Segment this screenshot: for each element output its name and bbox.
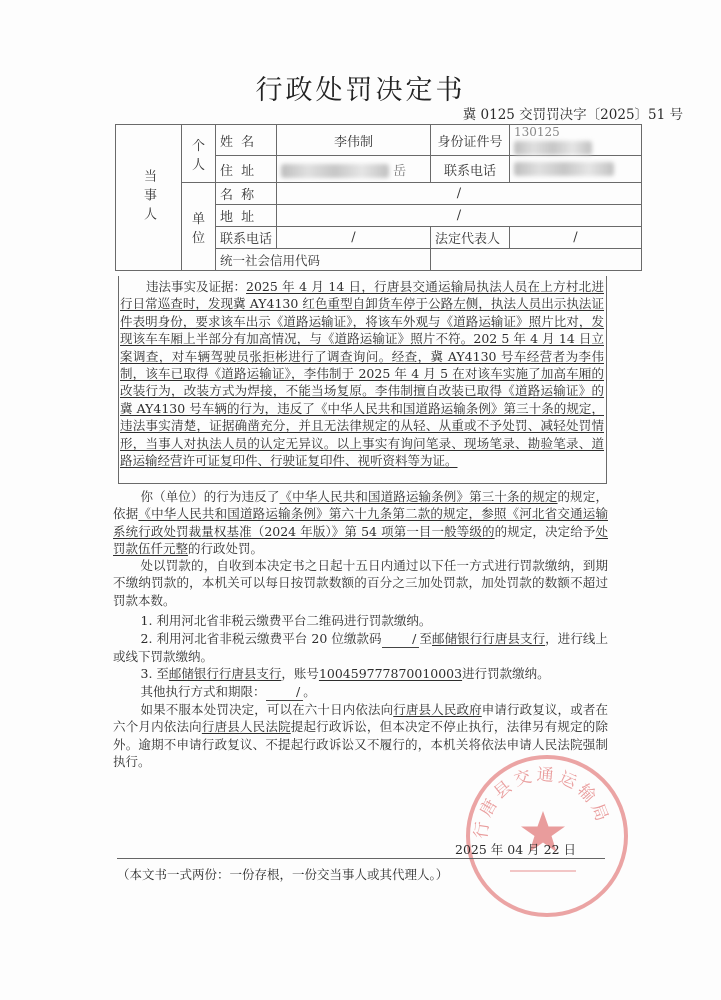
penalty-amount: 处罚款伍仟元整 xyxy=(113,523,608,557)
method-2-text-a: 2. 利用河北省非税云缴费平台 20 位缴款码 xyxy=(140,631,382,646)
unit-label: 单位 xyxy=(182,183,216,271)
decision-paragraph xyxy=(113,488,608,558)
decision-date: 2025 年 04 月 22 日 xyxy=(455,842,576,857)
method-3-text-c: 进行罚款缴纳。 xyxy=(462,666,550,681)
id-value-cell xyxy=(510,125,642,156)
appeal-text-b: 申请行政复议，或者在六个月内依法向 xyxy=(113,702,608,735)
name-label: 姓 名 xyxy=(216,125,277,156)
other-execution-end: 。 xyxy=(303,684,316,699)
method-3-text-b: ，账号 xyxy=(281,666,319,681)
legal-basis: 《中华人民共和国道路运输条例》第六十九条第二款的规定，参照《河北省交通运输系统行政处罚裁量权基准（2024 年版）》第 54 项第一目一般等级的 xyxy=(113,506,608,539)
payment-method-2 xyxy=(113,630,608,666)
violation-facts xyxy=(120,278,604,469)
unit-phone-value: / xyxy=(277,227,431,249)
other-execution-value: / xyxy=(266,683,304,701)
address-value: 岳 xyxy=(393,163,407,179)
appeal-court: 行唐县人民法院 xyxy=(201,719,291,735)
unit-name-label: 名 称 xyxy=(216,183,277,205)
decision-text-d: 的行政处罚。 xyxy=(188,541,264,557)
legal-rep-label: 法定代表人 xyxy=(431,227,510,249)
decision-text-a: 你（单位）的行为违反了 xyxy=(140,489,280,504)
legal-rep-value: / xyxy=(510,227,642,249)
individual-label: 个人 xyxy=(182,125,216,183)
redacted-address xyxy=(281,164,389,178)
phone-label: 联系电话 xyxy=(431,156,510,183)
id-label: 身份证件号 xyxy=(431,125,510,156)
method-2-text-c: ，进行线上或线下罚款缴纳。 xyxy=(113,631,608,665)
unit-address-label: 地 址 xyxy=(216,205,277,227)
other-execution xyxy=(113,683,608,701)
payment-code: / xyxy=(382,630,420,648)
method-3-text-a: 3. 至 xyxy=(140,666,169,681)
unit-phone-label: 联系电话 xyxy=(216,227,277,249)
seal-graphic xyxy=(470,759,616,905)
redacted-id-number xyxy=(514,141,592,155)
method-2-bank: 邮储银行行唐县支行 xyxy=(432,631,546,646)
unit-name-value: / xyxy=(277,183,642,205)
document-number: 冀 0125 交罚罚决字〔2025〕51 号 xyxy=(462,107,683,123)
appeal-text-a: 如果不服本处罚决定，可以在六十日内依法向 xyxy=(140,702,394,717)
unit-address-value: / xyxy=(277,205,642,227)
id-value: 130125 xyxy=(514,125,560,139)
bank-account-number: 100459777870010003 xyxy=(318,666,463,681)
credit-code-value xyxy=(431,249,642,271)
decision-text-c: 的规定，决定给予 xyxy=(494,523,596,539)
payment-intro: 处以罚款的，自收到本决定书之日起十五日内通过以下任一方式进行罚款缴纳，到期不缴纳罚款的，本机关可以每日按罚款数额的百分之三加处罚款，加处罚款的数额不超过罚款本数。 xyxy=(113,558,608,608)
phone-value-cell xyxy=(510,156,642,183)
facts-label: 违法事实及证据： xyxy=(146,279,247,294)
decision-text-b: 的规定，依据 xyxy=(113,489,608,522)
footer-note: （本文书一式两份：一份存根，一份交当事人或其代理人。） xyxy=(117,858,605,883)
method-3-bank: 邮储银行行唐县支行 xyxy=(168,666,282,681)
party-label: 当事人 xyxy=(116,125,182,271)
other-execution-label: 其他执行方式和期限： xyxy=(140,684,266,699)
address-label: 住 址 xyxy=(216,156,277,183)
seal-text-path: 行唐县交通运输局 xyxy=(471,764,613,840)
redacted-phone xyxy=(514,162,614,176)
appeal-text-c: 提起行政诉讼，但本决定不停止执行，法律另有规定的除外。逾期不申请行政复议、不提起行政诉讼又不履行的，本机关将依法申请人民法院强制执行。 xyxy=(113,719,608,770)
payment-method-1: 1. 利用河北省非税云缴费平台二维码进行罚款缴纳。 xyxy=(140,613,432,628)
method-2-text-b: 至 xyxy=(419,631,433,646)
official-seal xyxy=(466,755,628,917)
name-value: 李伟制 xyxy=(277,125,431,156)
violated-provision: 《中华人民共和国道路运输条例》第三十条的规定 xyxy=(279,489,558,504)
party-info-table xyxy=(115,124,642,271)
address-value-cell xyxy=(277,156,431,183)
credit-code-label: 统一社会信用代码 xyxy=(216,249,431,271)
appeal-government: 行唐县人民政府 xyxy=(393,702,482,717)
payment-method-3 xyxy=(113,665,608,682)
document-title: 行政处罚决定书 xyxy=(255,75,466,106)
facts-text: 2025 年 4 月 14 日，行唐县交通运输局执法人员在上方村北进行日常巡查时，发现冀 AY4130 红色重型自卸货车停于公路左侧，执法人员出示执法证件表明身份，要求该车出示《道路运输证》，将该车外观与《道路运输证》照片比对，发现该车车厢上半部分有加高情况，与《道路运输证》照片不符。202 5 年 4 月 14 日立案调查，对车辆驾驶员张拒彬进行了调查询问。经查，冀 AY4130 号车经营者为李伟制，该车已取得《道路运输证》，李伟制于 2025 年 4 月 5 在对该车实施了加高车厢的改装行为，改装方式为焊接，不能当场复原。李伟制擅自改装已取得《道路运输证》的冀 AY4130 号车辆的行为，违反了《中华人民共和国道路运输条例》第三十条的规定，违法事实清楚，证据确凿充分，并且无法律规定的从轻、从重或不予处罚、减轻处罚情形，当事人对执法人员的认定无异议。以上事实有询问笔录、现场笔录、勘验笔录、道路运输经营许可证复印件、行驶证复印件、视听资料等为证。 xyxy=(120,279,604,469)
